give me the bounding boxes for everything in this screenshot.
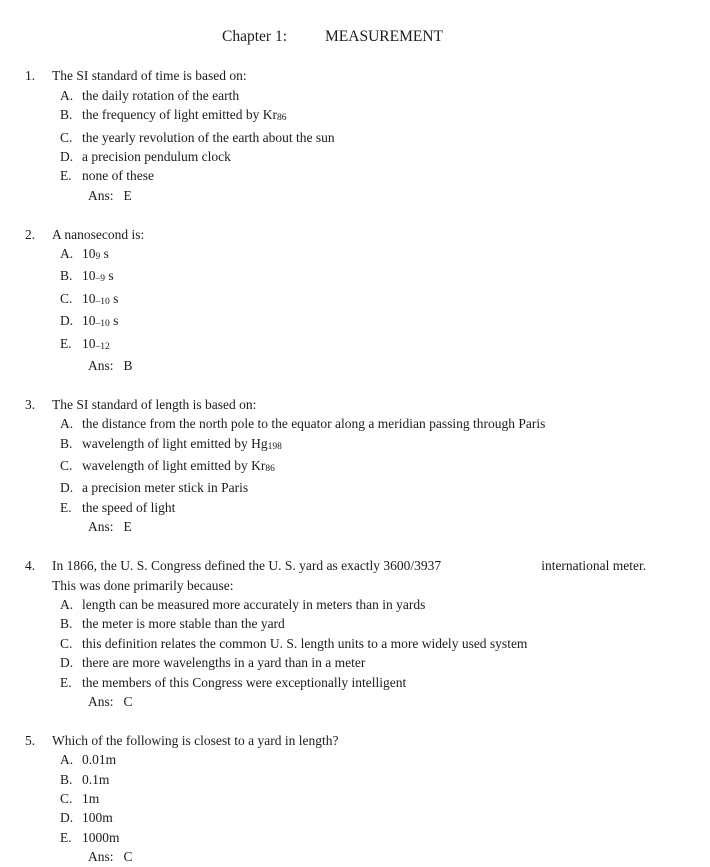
text-segment: a precision pendulum clock (82, 149, 231, 165)
option-letter: D. (60, 655, 74, 671)
text-segment: 10 (82, 290, 96, 306)
question-4 (25, 556, 692, 711)
option-text (82, 434, 692, 456)
option-letter: E. (60, 829, 72, 845)
option-text (82, 456, 692, 478)
option-text (82, 166, 692, 185)
answer-value: C (123, 693, 133, 709)
text-segment: s (109, 290, 119, 306)
text-segment: s (105, 268, 114, 284)
text-segment: The SI standard of length is based on: (52, 396, 257, 412)
option-text (82, 311, 692, 333)
question-prompt (25, 395, 692, 414)
question-prompt-text (52, 731, 692, 750)
option-letter: D. (60, 810, 74, 826)
answer-option (25, 808, 692, 827)
question-prompt-text (52, 395, 692, 414)
answer-option (25, 266, 692, 288)
option-text (82, 808, 692, 827)
question-number: 5. (25, 732, 36, 748)
option-text (82, 595, 692, 614)
option-text (82, 750, 692, 769)
answer-option (25, 634, 692, 653)
question-prompt-text (52, 576, 692, 595)
option-text (82, 128, 692, 147)
text-segment: 0.01m (82, 752, 117, 768)
question-number: 2. (25, 226, 36, 242)
answer-option (25, 653, 692, 672)
text-segment: the frequency of light emitted by Kr (82, 107, 277, 123)
option-text (82, 478, 692, 497)
answer-option (25, 595, 692, 614)
option-text (82, 105, 692, 127)
subscript-segment: 86 (265, 464, 275, 475)
option-letter: D. (60, 313, 74, 329)
answer-value: B (123, 358, 133, 374)
question-prompt-text (52, 225, 692, 244)
text-segment: the daily rotation of the earth (82, 87, 240, 103)
text-segment: there are more wavelengths in a yard than in a meter (82, 655, 366, 671)
answer-option (25, 478, 692, 497)
answer-option (25, 414, 692, 433)
answer-option (25, 105, 692, 127)
answer-label: Ans: (88, 358, 114, 374)
option-letter: E. (60, 335, 72, 351)
text-segment: 0.1m (82, 771, 110, 787)
chapter-heading (25, 26, 692, 47)
text-segment: In 1866, the U. S. Congress defined the U. S. yard as exactly 3600/3937 (52, 558, 442, 574)
text-segment: the members of this Congress were exceptionally intelligent (82, 674, 407, 690)
option-text (82, 673, 692, 692)
answer-label: Ans: (88, 519, 114, 535)
option-letter: A. (60, 246, 74, 262)
option-text (82, 634, 692, 653)
answer-line (25, 692, 692, 711)
answer-option (25, 614, 692, 633)
text-segment: 1m (82, 790, 100, 806)
text-segment: 10 (82, 268, 96, 284)
answer-line (25, 356, 692, 375)
text-segment: none of these (82, 168, 154, 184)
option-text (82, 147, 692, 166)
answer-option (25, 147, 692, 166)
question-1 (25, 66, 692, 205)
chapter-label: Chapter 1: (222, 28, 287, 45)
question-number: 4. (25, 558, 36, 574)
text-segment: a precision meter stick in Paris (82, 480, 249, 496)
option-letter: C. (60, 458, 73, 474)
question-prompt (25, 66, 692, 85)
option-text (82, 653, 692, 672)
answer-label: Ans: (88, 849, 114, 865)
option-letter: A. (60, 596, 74, 612)
question-5 (25, 731, 692, 867)
option-letter: B. (60, 435, 73, 451)
option-letter: A. (60, 416, 74, 432)
option-text (82, 86, 692, 105)
text-segment: this definition relates the common U. S. length units to a more widely used system (82, 635, 528, 651)
text-segment: 10 (82, 313, 96, 329)
option-letter: B. (60, 771, 73, 787)
question-prompt (25, 225, 692, 244)
text-segment: the distance from the north pole to the equator along a meridian passing through Paris (82, 416, 546, 432)
option-letter: B. (60, 616, 73, 632)
question-number (25, 576, 52, 595)
question-prompt-continued (25, 576, 692, 595)
answer-label: Ans: (88, 187, 114, 203)
option-text (82, 334, 692, 356)
question-prompt (25, 731, 692, 750)
option-letter: C. (60, 290, 73, 306)
option-text (82, 289, 692, 311)
subscript-segment: –10 (95, 319, 110, 330)
answer-option (25, 86, 692, 105)
text-segment: international meter. (541, 558, 647, 574)
question-prompt (25, 556, 692, 575)
question-prompt-text (52, 66, 692, 85)
text-segment: length can be measured more accurately in meters than in yards (82, 596, 426, 612)
text-segment: The SI standard of time is based on: (52, 68, 247, 84)
option-text (82, 789, 692, 808)
option-text (82, 770, 692, 789)
text-segment: 1000m (82, 829, 120, 845)
answer-label: Ans: (88, 693, 114, 709)
answer-option (25, 289, 692, 311)
text-segment: 100m (82, 810, 113, 826)
question-prompt-text (52, 556, 692, 575)
answer-line (25, 847, 692, 866)
answer-option (25, 770, 692, 789)
text-segment: This was done primarily because: (52, 577, 234, 593)
text-segment: the speed of light (82, 499, 176, 515)
answer-option (25, 434, 692, 456)
text-segment: s (109, 313, 119, 329)
option-letter: C. (60, 790, 73, 806)
answer-option (25, 789, 692, 808)
option-letter: B. (60, 268, 73, 284)
option-text (82, 498, 692, 517)
option-letter: D. (60, 480, 74, 496)
option-text (82, 414, 692, 433)
questions-list (25, 66, 692, 866)
option-letter: A. (60, 87, 74, 103)
text-segment: wavelength of light emitted by Kr (82, 458, 266, 474)
answer-line (25, 186, 692, 205)
answer-option (25, 311, 692, 333)
text-segment: 10 (82, 246, 96, 262)
subscript-segment: –12 (95, 341, 110, 352)
option-letter: C. (60, 635, 73, 651)
answer-line (25, 517, 692, 536)
answer-option (25, 498, 692, 517)
answer-option (25, 244, 692, 266)
question-3 (25, 395, 692, 537)
option-letter: E. (60, 674, 72, 690)
option-text (82, 828, 692, 847)
option-text (82, 614, 692, 633)
question-number: 1. (25, 68, 36, 84)
answer-value: E (123, 187, 132, 203)
question-2 (25, 225, 692, 376)
chapter-title: MEASUREMENT (325, 28, 443, 45)
option-text (82, 266, 692, 288)
text-segment: s (100, 246, 109, 262)
subscript-segment: –10 (95, 296, 110, 307)
option-letter: B. (60, 107, 73, 123)
text-segment: the yearly revolution of the earth about the sun (82, 129, 335, 145)
text-segment: Which of the following is closest to a yard in length? (52, 732, 339, 748)
answer-value: C (123, 849, 133, 865)
text-segment: wavelength of light emitted by Hg (82, 435, 268, 451)
subscript-segment: 86 (276, 113, 287, 124)
question-number: 3. (25, 396, 36, 412)
answer-option (25, 334, 692, 356)
answer-option (25, 750, 692, 769)
answer-option (25, 456, 692, 478)
answer-value: E (123, 519, 132, 535)
answer-option (25, 166, 692, 185)
text-segment: the meter is more stable than the yard (82, 616, 285, 632)
option-letter: C. (60, 129, 73, 145)
option-letter: E. (60, 168, 72, 184)
subscript-segment: 198 (267, 441, 282, 452)
subscript-segment: –9 (95, 274, 105, 285)
option-text (82, 244, 692, 266)
subscript-segment: 9 (95, 252, 101, 263)
text-segment: 10 (82, 335, 96, 351)
answer-option (25, 828, 692, 847)
text-segment: A nanosecond is: (52, 226, 145, 242)
option-letter: E. (60, 499, 72, 515)
option-letter: D. (60, 149, 74, 165)
answer-option (25, 673, 692, 692)
option-letter: A. (60, 752, 74, 768)
answer-option (25, 128, 692, 147)
